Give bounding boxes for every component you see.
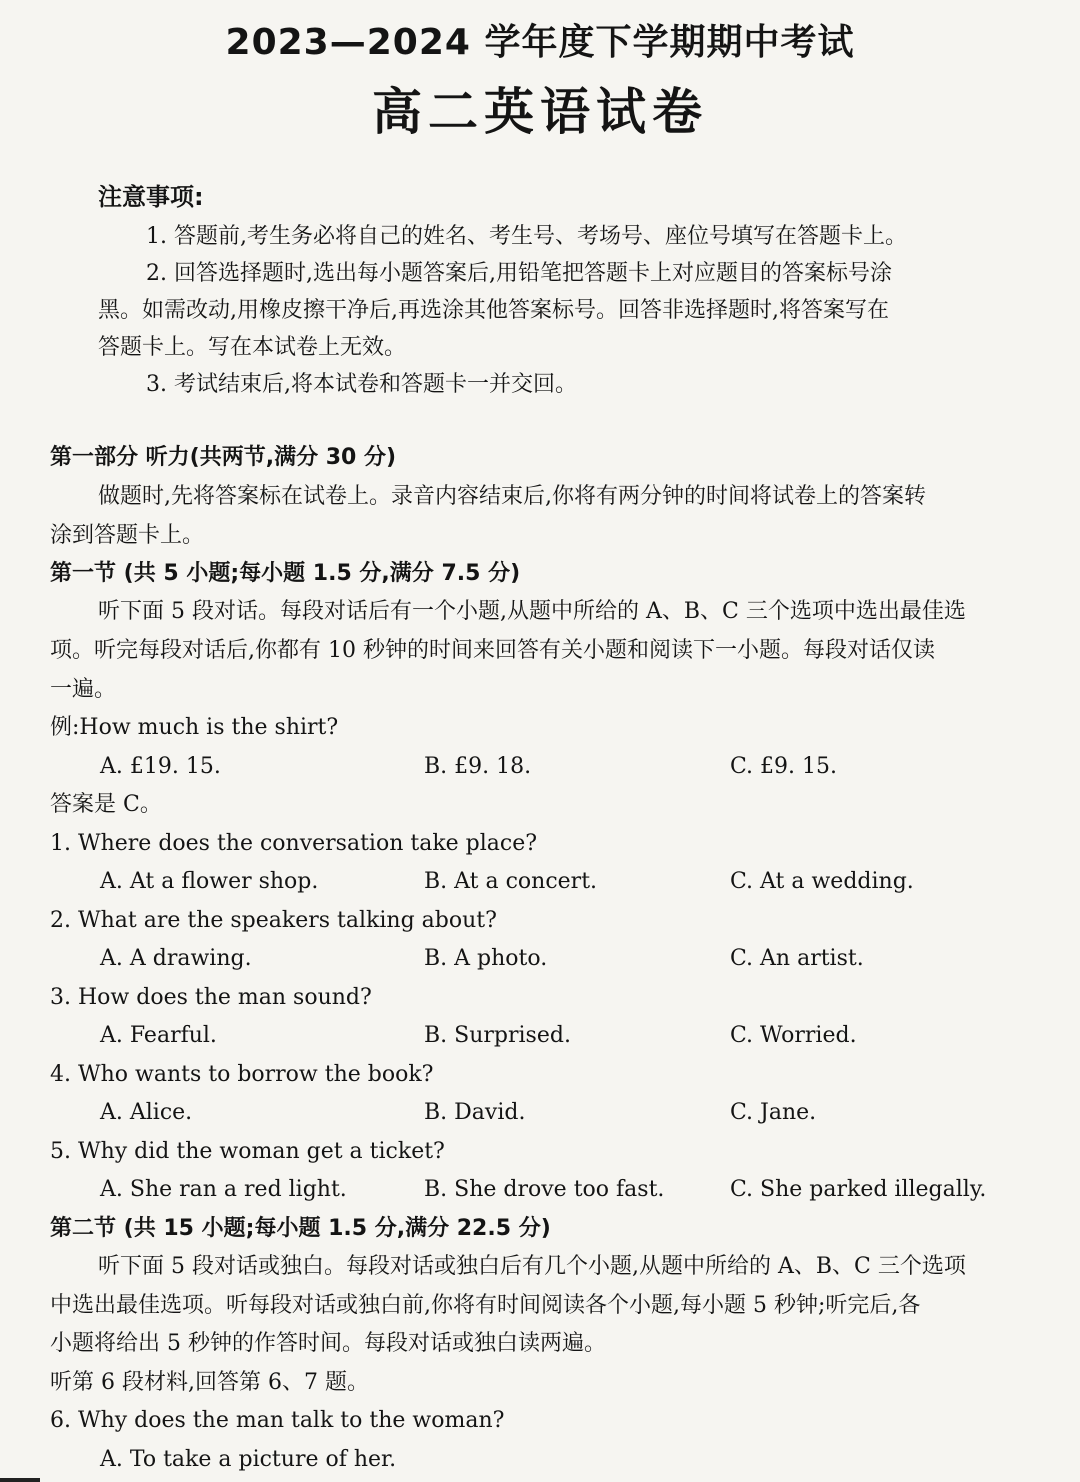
question-2: 2. What are the speakers talking about? — [50, 908, 497, 933]
example-question: 例:How much is the shirt? — [50, 715, 339, 740]
example-answer: 答案是 C。 — [50, 792, 162, 817]
q4-option-a: A. Alice. — [100, 1100, 193, 1125]
section1-intro-line: 项。听完每段对话后,你都有 10 秒钟的时间来回答有关小题和阅读下一小题。每段对话仅读 — [50, 638, 935, 663]
section2-heading: 第二节 (共 15 小题;每小题 1.5 分,满分 22.5 分) — [50, 1216, 551, 1241]
q3-option-c: C. Worried. — [730, 1023, 857, 1048]
q2-option-a: A. A drawing. — [100, 946, 252, 971]
section2-intro-line: 中选出最佳选项。听每段对话或独白前,你将有时间阅读各个小题,每小题 5 秒钟;听完后,各 — [50, 1293, 921, 1318]
part1-heading: 第一部分 听力(共两节,满分 30 分) — [50, 445, 397, 470]
question-4: 4. Who wants to borrow the book? — [50, 1062, 434, 1087]
q5-option-c: C. She parked illegally. — [730, 1177, 987, 1202]
exam-title: 2023—2024 学年度下学期期中考试 — [225, 22, 855, 63]
question-5: 5. Why did the woman get a ticket? — [50, 1139, 445, 1164]
q2-option-b: B. A photo. — [424, 946, 548, 971]
q1-option-c: C. At a wedding. — [730, 869, 914, 894]
section2-intro-line: 听下面 5 段对话或独白。每段对话或独白后有几个小题,从题中所给的 A、B、C 三个选项 — [98, 1254, 966, 1279]
q5-option-b: B. She drove too fast. — [424, 1177, 665, 1202]
example-option-c: C. £9. 15. — [730, 754, 838, 779]
q3-option-a: A. Fearful. — [100, 1023, 217, 1048]
notice-line: 黑。如需改动,用橡皮擦干净后,再选涂其他答案标号。回答非选择题时,将答案写在 — [98, 298, 889, 323]
q4-option-c: C. Jane. — [730, 1100, 817, 1125]
notice-line: 1. 答题前,考生务必将自己的姓名、考生号、考场号、座位号填写在答题卡上。 — [146, 224, 907, 249]
section1-intro-line: 听下面 5 段对话。每段对话后有一个小题,从题中所给的 A、B、C 三个选项中选出最佳选 — [98, 599, 966, 624]
part1-intro-line: 做题时,先将答案标在试卷上。录音内容结束后,你将有两分钟的时间将试卷上的答案转 — [98, 484, 926, 509]
section1-intro-line: 一遍。 — [50, 677, 117, 702]
notice-line: 3. 考试结束后,将本试卷和答题卡一并交回。 — [146, 372, 577, 397]
section1-heading: 第一节 (共 5 小题;每小题 1.5 分,满分 7.5 分) — [50, 561, 521, 586]
section2-intro-line: 小题将给出 5 秒钟的作答时间。每段对话或独白读两遍。 — [50, 1331, 606, 1356]
question-1: 1. Where does the conversation take place? — [50, 831, 538, 856]
q5-option-a: A. She ran a red light. — [100, 1177, 347, 1202]
q6-option-a: A. To take a picture of her. — [100, 1447, 397, 1472]
q3-option-b: B. Surprised. — [424, 1023, 571, 1048]
q4-option-b: B. David. — [424, 1100, 526, 1125]
page-edge-mark — [0, 1478, 40, 1482]
q1-option-a: A. At a flower shop. — [100, 869, 319, 894]
material-instruction: 听第 6 段材料,回答第 6、7 题。 — [50, 1370, 369, 1395]
notice-heading: 注意事项: — [98, 183, 204, 211]
q1-option-b: B. At a concert. — [424, 869, 598, 894]
example-option-a: A. £19. 15. — [100, 754, 221, 779]
q2-option-c: C. An artist. — [730, 946, 864, 971]
notice-line: 2. 回答选择题时,选出每小题答案后,用铅笔把答题卡上对应题目的答案标号涂 — [146, 261, 892, 286]
question-3: 3. How does the man sound? — [50, 985, 372, 1010]
example-option-b: B. £9. 18. — [424, 754, 532, 779]
exam-subtitle: 高二英语试卷 — [372, 83, 708, 141]
part1-intro-line: 涂到答题卡上。 — [50, 523, 205, 548]
notice-line: 答题卡上。写在本试卷上无效。 — [98, 335, 407, 360]
question-6: 6. Why does the man talk to the woman? — [50, 1408, 505, 1433]
